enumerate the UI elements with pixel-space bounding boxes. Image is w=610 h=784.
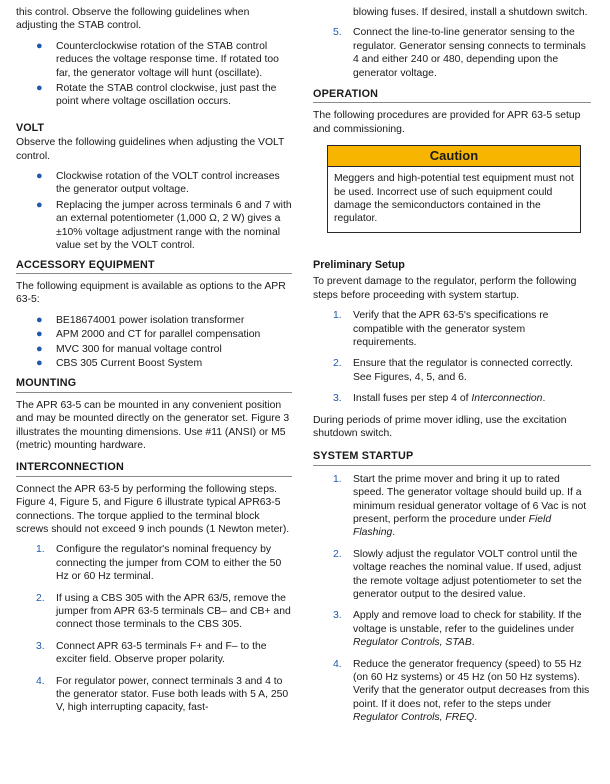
- list-item: ● CBS 305 Current Boost System: [36, 356, 203, 369]
- caution-box: [327, 145, 581, 233]
- list-item: ● BE18674001 power isolation transformer: [36, 313, 245, 326]
- left-column: [16, 6, 292, 723]
- accessory-heading: ACCESSORY EQUIPMENT: [16, 259, 292, 274]
- preliminary-heading: Preliminary Setup: [313, 258, 405, 271]
- list-item: ● APM 2000 and CT for parallel compensation: [36, 328, 261, 341]
- right-column: [313, 6, 591, 733]
- list-item: ● Replacing the jumper across terminals 6 and 7 with an external potentiometer (1,000 Ω, 2 W) gives a ±10% voltage adjustment range with the nominal value set by the VOLT control.: [36, 198, 292, 252]
- bullet-icon: ●: [36, 82, 43, 95]
- list-item: 1. Configure the regulator's nominal frequency by connecting the jumper from COM to either the 50 Hz or 60 Hz terminal.: [36, 544, 282, 583]
- stab-bullet-list: [16, 40, 292, 109]
- caution-text: Meggers and high-potential test equipment must not be used. Incorrect use of such equipment could damage the semiconductors contained in the regulator.: [334, 173, 574, 225]
- bullet-icon: ●: [36, 328, 43, 341]
- interconnection-text: Connect the APR 63-5 by performing the following steps. Figure 4, Figure 5, and Figure 6 illustrate typical APR63-5 connections. The torque applied to the terminal block screws should not exceed 9 inch pounds (1 Newton meter).: [16, 483, 290, 535]
- list-item: ● Clockwise rotation of the VOLT control increases the generator output voltage.: [36, 170, 280, 196]
- idling-text: During periods of prime mover idling, use the excitation shutdown switch.: [313, 414, 567, 439]
- interconnection-steps-continued: [313, 26, 591, 80]
- interconnection-steps: [16, 543, 292, 714]
- startup-heading: SYSTEM STARTUP: [313, 450, 591, 465]
- stab-intro: this control. Observe the following guidelines when adjusting the STAB control.: [16, 7, 250, 32]
- bullet-icon: ●: [36, 198, 43, 211]
- list-item: 1. Start the prime mover and bring it up to rated speed. The generator voltage should build up. If a minimum residual generator voltage of 6 Vac is not present, perform the procedure under Field Flashing.: [333, 473, 587, 539]
- bullet-icon: ●: [36, 342, 43, 355]
- preliminary-steps: [313, 309, 591, 405]
- list-item: 4. Reduce the generator frequency (speed) to 55 Hz (on 60 Hz systems) or 45 Hz (on 50 Hz systems). Verify that the generator output decreases from this point. If it does not, refer to the steps under Regulator Controls, FREQ.: [333, 658, 590, 724]
- list-item: 3. Apply and remove load to check for stability. If the voltage is unstable, refer to the guidelines under Regulator Controls, STAB.: [333, 610, 582, 649]
- list-item: 3. Connect APR 63-5 terminals F+ and F– to the exciter field. Observe proper polarity.: [36, 640, 267, 666]
- list-item: ● Rotate the STAB control clockwise, just past the point where voltage oscillation occurs.: [36, 82, 277, 108]
- step4-continued: blowing fuses. If desired, install a shutdown switch.: [353, 7, 588, 18]
- operation-heading: OPERATION: [313, 88, 591, 103]
- list-item: 2. Ensure that the regulator is connected correctly. See Figures, 4, 5, and 6.: [333, 358, 573, 383]
- caution-title: Caution: [328, 146, 580, 167]
- list-item: 5. Connect the line-to-line generator sensing to the regulator. Generator sensing connects to terminals 4 and either 240 or 480, depending upon the generator voltage.: [333, 27, 586, 79]
- volt-heading: VOLT: [16, 121, 44, 134]
- volt-intro: Observe the following guidelines when adjusting the VOLT control.: [16, 137, 285, 162]
- accessory-intro: The following equipment is available as options to the APR 63-5:: [16, 280, 286, 306]
- list-item: 1. Verify that the APR 63-5's specifications re compatible with the generator system requirements.: [333, 310, 549, 348]
- bullet-icon: ●: [36, 313, 43, 326]
- list-item: ● MVC 300 for manual voltage control: [36, 342, 222, 355]
- bullet-icon: ●: [36, 39, 43, 52]
- startup-steps: [313, 473, 591, 725]
- accessory-bullet-list: [16, 314, 292, 371]
- list-item: 2. If using a CBS 305 with the APR 63/5, remove the jumper from APR 63-5 terminals CB– and CB+ and connect those terminals to the CBS 305.: [36, 592, 291, 631]
- list-item: 4. For regulator power, connect terminals 3 and 4 to the generator stator. Fuse both leads with 5 A, 250 V, high interrupting capacity, fast-: [36, 675, 289, 714]
- mounting-text: The APR 63-5 can be mounted in any convenient position and may be mounted directly on the generator set. Figure 3 illustrates the mounting dimensions. Use #11 (ANSI) or M5 (metric) mounting hardware.: [16, 399, 290, 451]
- list-item: 3. Install fuses per step 4 of Interconnection.: [333, 393, 546, 405]
- interconnection-heading: INTERCONNECTION: [16, 461, 292, 476]
- bullet-icon: ●: [36, 170, 43, 183]
- preliminary-text: To prevent damage to the regulator, perform the following steps before proceeding with system startup.: [313, 276, 577, 301]
- bullet-icon: ●: [36, 356, 43, 369]
- list-item: ● Counterclockwise rotation of the STAB control reduces the voltage response time. If rotated too far, the generator voltage will hunt (oscillate).: [36, 39, 279, 79]
- list-item: 2. Slowly adjust the regulator VOLT control until the voltage reaches the nominal value. If used, adjust the remote voltage adjust potentiometer to set the generator output to the desired value.: [333, 548, 582, 600]
- mounting-heading: MOUNTING: [16, 377, 292, 392]
- operation-text: The following procedures are provided for APR 63-5 setup and commissioning.: [313, 110, 581, 135]
- volt-bullet-list: [16, 170, 292, 252]
